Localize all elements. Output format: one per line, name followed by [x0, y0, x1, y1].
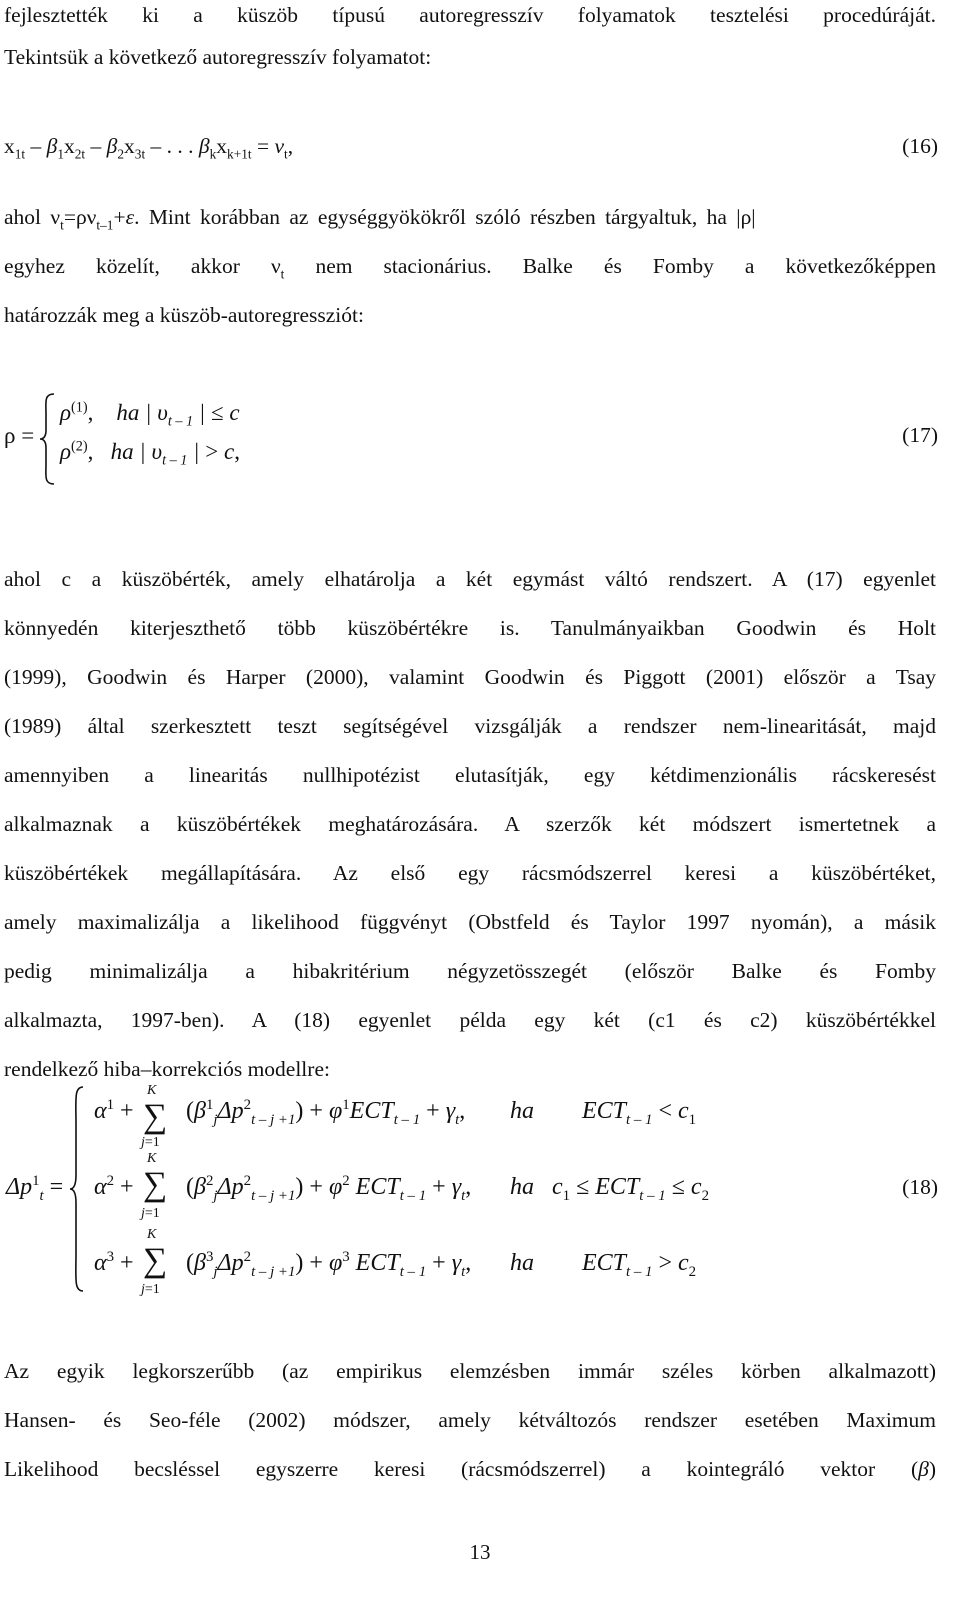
equation-17-lhs: ρ =	[4, 423, 35, 448]
equation-18-row1: $\alpha^1$ +	[94, 1097, 134, 1124]
equation-18-lhs: $\Delta p^1_t$ =	[6, 1173, 64, 1204]
equation-17-case2: $\rho^{(2)}$, ha | $\upsilon_{t - 1}$ | > c,	[60, 438, 240, 469]
equation-18-row2: $\alpha^2$ +	[94, 1173, 134, 1200]
sum-upper-limit: K	[147, 1083, 157, 1098]
equation-18-row2-cond: ha $c_1 \le ECT_{t - 1} \le c_2$	[510, 1174, 709, 1204]
equation-18-row3: $\alpha^3$ +	[94, 1249, 134, 1276]
paragraph-line: Az egyik legkorszerűbb (az empirikus elemzésben immár széles körben alkalmazott)	[4, 1359, 936, 1383]
sum-lower-limit: j=1	[141, 1135, 160, 1150]
paragraph-line: (1989) által szerkesztett teszt segítségével vizsgálják a rendszer nem-linearitását, majd	[4, 714, 936, 738]
left-brace-icon	[38, 392, 58, 486]
paragraph-line: fejlesztették ki a küszöb típusú autoregresszív folyamatok tesztelési procedúráját.	[4, 3, 936, 27]
paragraph-line: ahol c a küszöbérték, amely elhatárolja a két egymást váltó rendszert. A (17) egyenlet	[4, 567, 936, 591]
equation-number: (17)	[902, 423, 938, 447]
equation-number: (16)	[902, 134, 938, 158]
paragraph-line: ahol $\nu_t=\rho\nu_{t-1}+\varepsilon$. Mint korábban az egységgyökökről szóló részben tárgyaltuk, ha |ρ|	[4, 205, 756, 233]
paragraph-line: Hansen- és Seo-féle (2002) módszer, amely kétváltozós rendszer esetében Maximum	[4, 1408, 936, 1432]
paragraph-line: amennyiben a linearitás nullhipotézist elutasítják, egy kétdimenzionális rácskeresést	[4, 763, 936, 787]
equation-18-row1-body: $(\beta^1_j\Delta p^2_{t - j +1}) + \varphi^1ECT_{t - 1} + \gamma_t$,	[186, 1097, 466, 1128]
sum-lower-limit: j=1	[141, 1206, 160, 1221]
paragraph-line: alkalmaznak a küszöbértékek meghatározására. A szerzők két módszert ismertetnek a	[4, 812, 936, 836]
equation-18-row2-body: $(\beta^2_j\Delta p^2_{t - j +1}) + \varphi^2$ $ECT_{t - 1} + \gamma_t$,	[186, 1173, 472, 1204]
paragraph-line: rendelkező hiba–korrekciós modellre:	[4, 1057, 330, 1081]
paragraph-line: Tekintsük a következő autoregresszív folyamatot:	[4, 45, 432, 69]
sum-upper-limit: K	[147, 1151, 157, 1166]
sum-icon: ∑	[143, 1098, 168, 1135]
sum-icon: ∑	[143, 1166, 168, 1203]
sum-upper-limit: K	[147, 1227, 157, 1242]
paragraph-line: amely maximalizálja a likelihood függvényt (Obstfeld és Taylor 1997 nyomán), a másik	[4, 910, 936, 934]
equation-18-row1-cond: ha $ECT_{t - 1} < c_1$	[510, 1098, 697, 1128]
equation-16: $x_{1t} - \beta_1x_{2t} - \beta_2x_{3t}$ – . . . $\beta_kx_{k+1t} = \nu_t$,	[4, 134, 294, 162]
equation-17-case1: $\rho^{(1)}$, ha | $\upsilon_{t - 1}$ | ≤ c	[60, 399, 240, 430]
page-number: 13	[469, 1540, 491, 1564]
equation-18-row3-cond: ha $ECT_{t - 1} > c_2$	[510, 1250, 697, 1280]
left-brace-icon	[68, 1085, 86, 1295]
paragraph-line: könnyedén kiterjeszthető több küszöbértékre is. Tanulmányaikban Goodwin és Holt	[4, 616, 936, 640]
paragraph-line: (1999), Goodwin és Harper (2000), valamint Goodwin és Piggott (2001) először a Tsay	[4, 665, 936, 689]
equation-18-row3-body: $(\beta^3_j\Delta p^2_{t - j +1}) + \varphi^3$ $ECT_{t - 1} + \gamma_t$,	[186, 1249, 472, 1280]
paragraph-line: Likelihood becsléssel egyszerre keresi (rácsmódszerrel) a kointegráló vektor (β)	[4, 1457, 936, 1481]
paragraph-line: pedig minimalizálja a hibakritérium négyzetösszegét (először Balke és Fomby	[4, 959, 936, 983]
equation-number: (18)	[902, 1175, 938, 1199]
paragraph-line: határozzák meg a küszöb-autoregressziót:	[4, 303, 364, 327]
paragraph-line: küszöbértékek megállapítására. Az első egy rácsmódszerrel keresi a küszöbértéket,	[4, 861, 936, 885]
paragraph-line: alkalmazta, 1997-ben). A (18) egyenlet példa egy két (c1 és c2) küszöbértékkel	[4, 1008, 936, 1032]
paragraph-line: egyhez közelít, akkor $\nu_t$ nem stacionárius. Balke és Fomby a következőképpen	[4, 254, 936, 282]
sum-lower-limit: j=1	[141, 1282, 160, 1297]
sum-icon: ∑	[143, 1242, 168, 1279]
